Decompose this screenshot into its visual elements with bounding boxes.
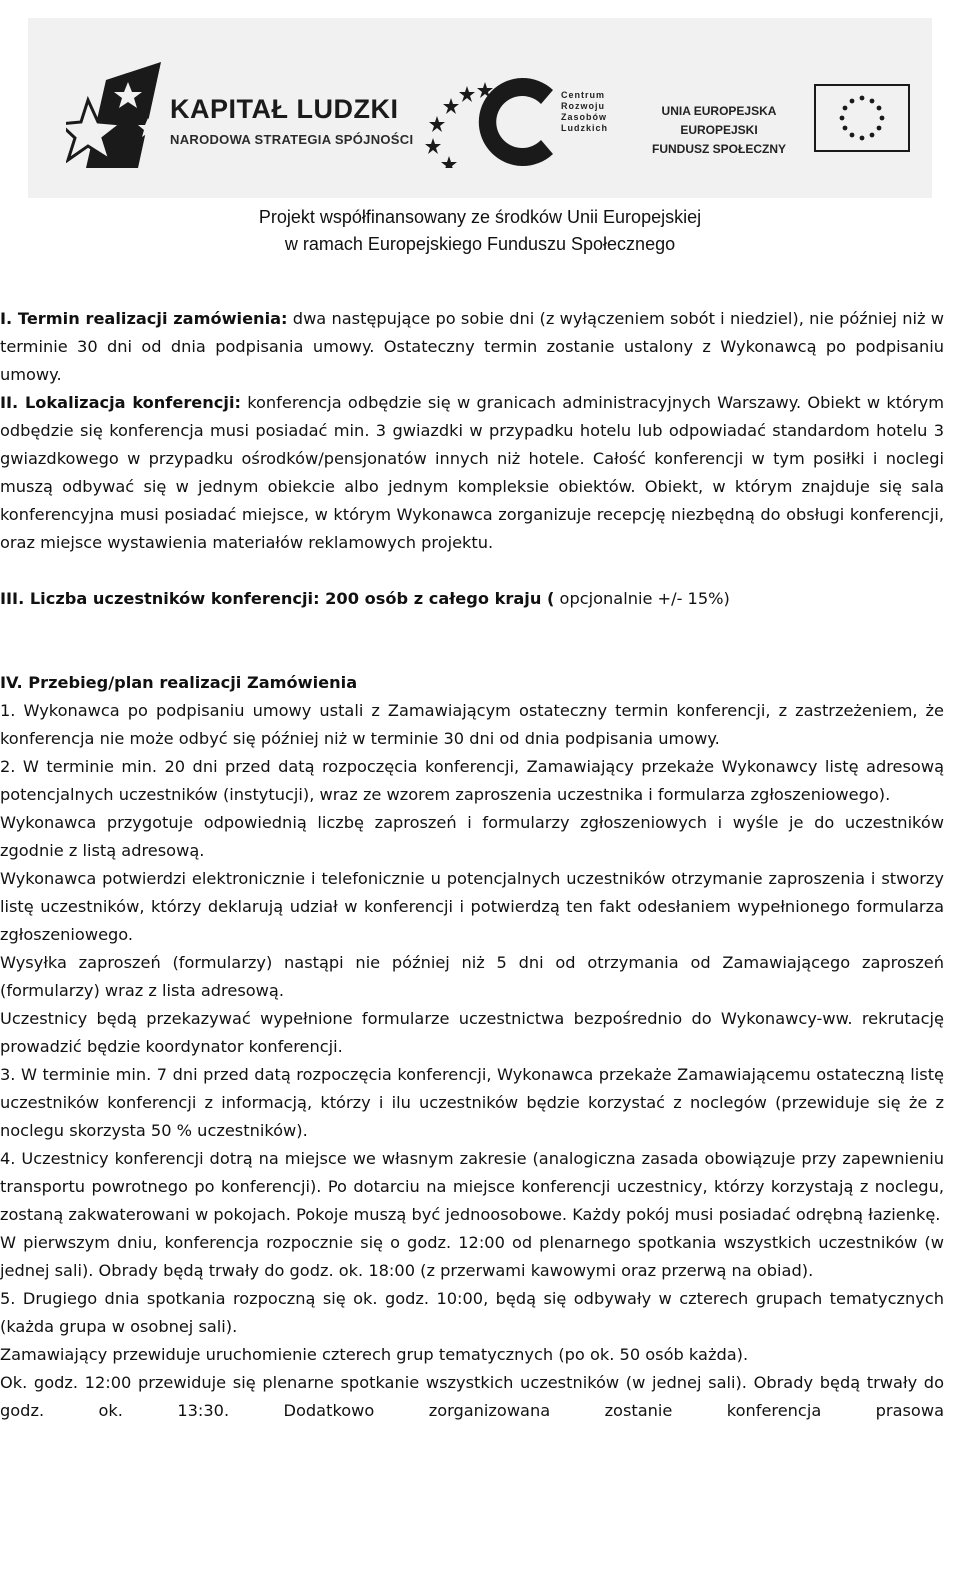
section-1: [0, 305, 944, 389]
kapital-ludzki-subtitle: NARODOWA STRATEGIA SPÓJNOŚCI: [170, 132, 414, 147]
cofinancing-line-1: Projekt współfinansowany ze środków Unii Europejskiej: [258, 207, 702, 227]
section-4: [0, 669, 944, 697]
section-2-text: konferencja odbędzie się w granicach administracyjnych Warszawy. Obiekt w którym odbędzie się konferencja musi posiadać min. 3 gwiazdki w przypadku hotelu lub odpowiadać standardom hotelu 3 gwiazdkowego w przypadku ośrodków/pensjonatów innych niż hotele. Całość konferencji w tym posiłki i noclegi muszą odbywać się w jednym obiekcie albo jednym kompleksie obiektów. Obiekt, w którym znajduje się sala konferencyjna musi posiadać miejsce, w którym Wykonawca zorganizuje recepcję niezbędną do obsługi konferencji, oraz miejsce wystawienia materiałów reklamowych projektu.: [0, 393, 944, 552]
ue-line-2: EUROPEJSKI: [680, 123, 758, 137]
eu-flag-icon: [814, 84, 910, 152]
paragraph-2: 2. W terminie min. 20 dni przed datą rozpoczęcia konferencji, Zamawiający przekaże Wykonawcy listę adresową potencjalnych uczestników (instytucji), wraz ze wzorem zaproszenia uczestnika i formularza zgłoszeniowego).: [0, 757, 944, 804]
crzl-line-1: Centrum: [561, 90, 606, 100]
logo-bar: [28, 18, 932, 198]
paragraph-5: Wysyłka zaproszeń (formularzy) nastąpi nie później niż 5 dni od otrzymania od Zamawiającego zaproszeń (formularzy) wraz z lista adresową.: [0, 953, 944, 1000]
crzl-logo: [423, 68, 623, 178]
kapital-ludzki-logo: [66, 60, 414, 170]
section-1-heading: I. Termin realizacji zamówienia:: [0, 309, 288, 328]
ue-line-3: FUNDUSZ SPOŁECZNY: [651, 142, 786, 156]
section-2-heading: II. Lokalizacja konferencji:: [0, 393, 241, 412]
crzl-stars-c-icon: [423, 68, 563, 168]
section-1-text: dwa następujące po sobie dni (z wyłączeniem sobót i niedziel), nie później niż w terminie 30 dni od dnia podpisania umowy. Ostateczny termin zostanie ustalony z Wykonawcą po podpisaniu umowy.: [0, 309, 944, 384]
kapital-ludzki-emblem-icon: [66, 60, 166, 170]
section-3-text: opcjonalnie +/- 15%): [554, 589, 730, 608]
ue-logo: [634, 80, 924, 170]
document-body: [0, 305, 944, 1425]
paragraph-8: 4. Uczestnicy konferencji dotrą na miejsce we własnym zakresie (analogiczna zasada obowiązuje przy zapewnieniu transportu powrotnego po konferencji). Po dotarciu na miejsce konferencji uczestnicy, którzy korzystają z noclegu, zostaną zakwaterowani w pokojach. Pokoje muszą być jednoosobowe. Każdy pokój musi posiadać odrębną łazienkę.: [0, 1149, 944, 1224]
cofinancing-note: [0, 204, 960, 258]
paragraph-1: 1. Wykonawca po podpisaniu umowy ustali z Zamawiającym ostateczny termin konferencji, z zastrzeżeniem, że konferencja nie może odbyć się później niż w terminie 30 dni od dnia podpisania umowy.: [0, 701, 944, 748]
crzl-text: [561, 90, 608, 134]
crzl-line-4: Ludzkich: [561, 123, 609, 133]
crzl-line-3: Zasobów: [561, 112, 608, 122]
ue-line-1: UNIA EUROPEJSKA: [661, 104, 777, 118]
spacer: [0, 613, 944, 641]
paragraph-9: W pierwszym dniu, konferencja rozpocznie się o godz. 12:00 od plenarnego spotkania wszystkich uczestników (w jednej sali). Obrady będą trwały do godz. ok. 18:00 (z przerwami kawowymi oraz przerwą na obiad).: [0, 1233, 944, 1280]
paragraph-6: Uczestnicy będą przekazywać wypełnione formularze uczestnictwa bezpośrednio do Wykonawcy-ww. rekrutację prowadzić będzie koordynator konferencji.: [0, 1009, 944, 1056]
crzl-line-2: Rozwoju: [561, 101, 605, 111]
section-3-heading: III. Liczba uczestników konferencji: 200 osób z całego kraju (: [0, 589, 555, 608]
section-4-heading: IV. Przebieg/plan realizacji Zamówienia: [0, 673, 358, 692]
paragraph-7: 3. W terminie min. 7 dni przed datą rozpoczęcia konferencji, Wykonawca przekaże Zamawiającemu ostateczną listę uczestników konferencji z informacją, którzy i ilu uczestników będzie korzystać z noclegów (przewiduje się że z noclegu skorzysta 50 % uczestników).: [0, 1065, 944, 1140]
section-2: [0, 389, 944, 557]
cofinancing-line-2: w ramach Europejskiego Funduszu Społecznego: [284, 234, 676, 254]
paragraph-4: Wykonawca potwierdzi elektronicznie i telefonicznie u potencjalnych uczestników otrzymanie zaproszenia i stworzy listę uczestników, którzy deklarują udział w konferencji i potwierdzą ten fakt odesłaniem wypełnionego formularza zgłoszeniowego.: [0, 869, 944, 944]
paragraph-3: Wykonawca przygotuje odpowiednią liczbę zaproszeń i formularzy zgłoszeniowych i wyśle je do uczestników zgodnie z listą adresową.: [0, 813, 944, 860]
paragraph-12: Ok. godz. 12:00 przewiduje się plenarne spotkanie wszystkich uczestników (w jednej sali). Obrady będą trwały do godz. ok. 13:30. Dodatkowo zorganizowana zostanie konferencja prasowa: [0, 1373, 944, 1420]
spacer: [0, 641, 944, 669]
spacer: [0, 557, 944, 585]
ue-text: [634, 102, 804, 159]
kapital-ludzki-title: KAPITAŁ LUDZKI: [170, 94, 399, 124]
section-3: [0, 585, 944, 613]
paragraph-10: 5. Drugiego dnia spotkania rozpoczną się ok. godz. 10:00, będą się odbywały w czterech grupach tematycznych (każda grupa w osobnej sali).: [0, 1289, 944, 1336]
paragraph-11: Zamawiający przewiduje uruchomienie czterech grup tematycznych (po ok. 50 osób każda).: [0, 1345, 749, 1364]
